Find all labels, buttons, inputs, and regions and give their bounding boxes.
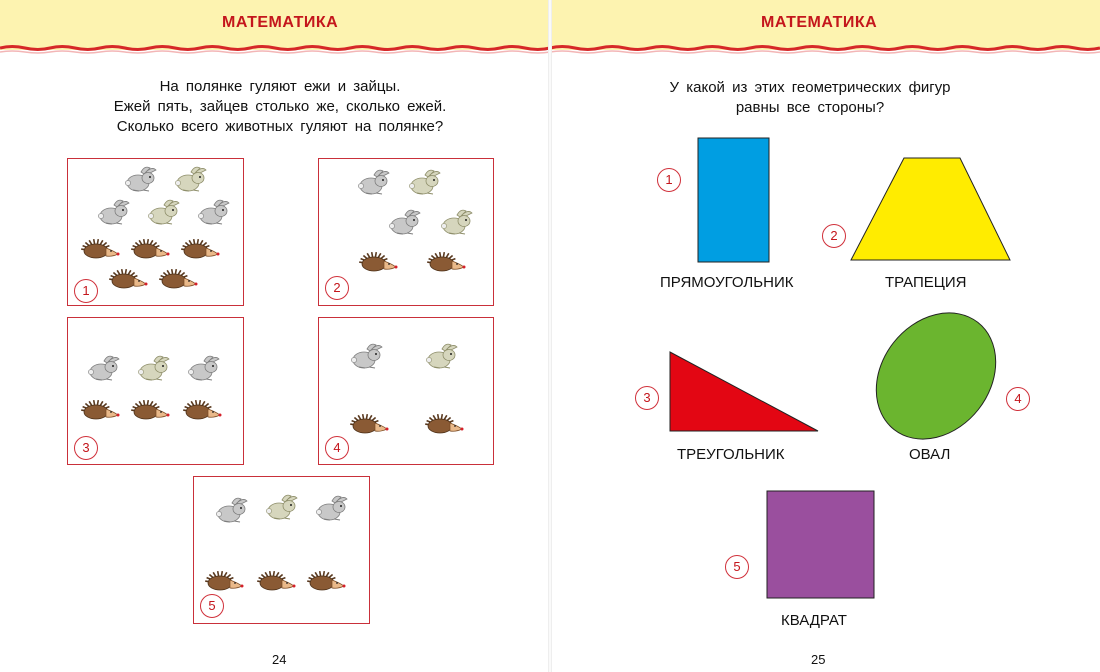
shape-number-badge: 5 [725,555,749,579]
option-number-badge: 3 [74,436,98,460]
question-line: равны все стороны? [735,99,885,116]
shape-label-oval: ОВАЛ [909,446,951,463]
shape-number-badge: 2 [822,224,846,248]
question-line: На полянке гуляют ежи и зайцы. [159,78,401,95]
option-number-badge: 4 [325,436,349,460]
question-line: Сколько всего животных гуляют на полянке? [116,118,444,135]
shape-number-badge: 1 [657,168,681,192]
shape-label-rectangle: ПРЯМОУГОЛЬНИК [660,274,794,291]
header-title-right: МАТЕМАТИКА [761,14,878,31]
shape-label-trapezoid: ТРАПЕЦИЯ [885,274,967,291]
question-line: У какой из этих геометрических фигур [669,79,951,96]
header-title-left: МАТЕМАТИКА [222,14,339,31]
question-line: Ежей пять, зайцев столько же, сколько ежей. [113,98,447,115]
trapezoid-shape[interactable] [851,158,1010,260]
shape-number-badge: 4 [1006,387,1030,411]
page-number-right: 25 [811,652,826,667]
page-number-left: 24 [272,652,287,667]
oval-shape[interactable] [852,289,1021,463]
square-shape[interactable] [767,491,874,598]
option-number-badge: 5 [200,594,224,618]
rectangle-shape[interactable] [698,138,769,262]
shape-number-badge: 3 [635,386,659,410]
option-number-badge: 2 [325,276,349,300]
shape-label-square: КВАДРАТ [781,612,847,629]
shape-label-triangle: ТРЕУГОЛЬНИК [677,446,785,463]
triangle-shape[interactable] [670,352,818,431]
option-number-badge: 1 [74,279,98,303]
